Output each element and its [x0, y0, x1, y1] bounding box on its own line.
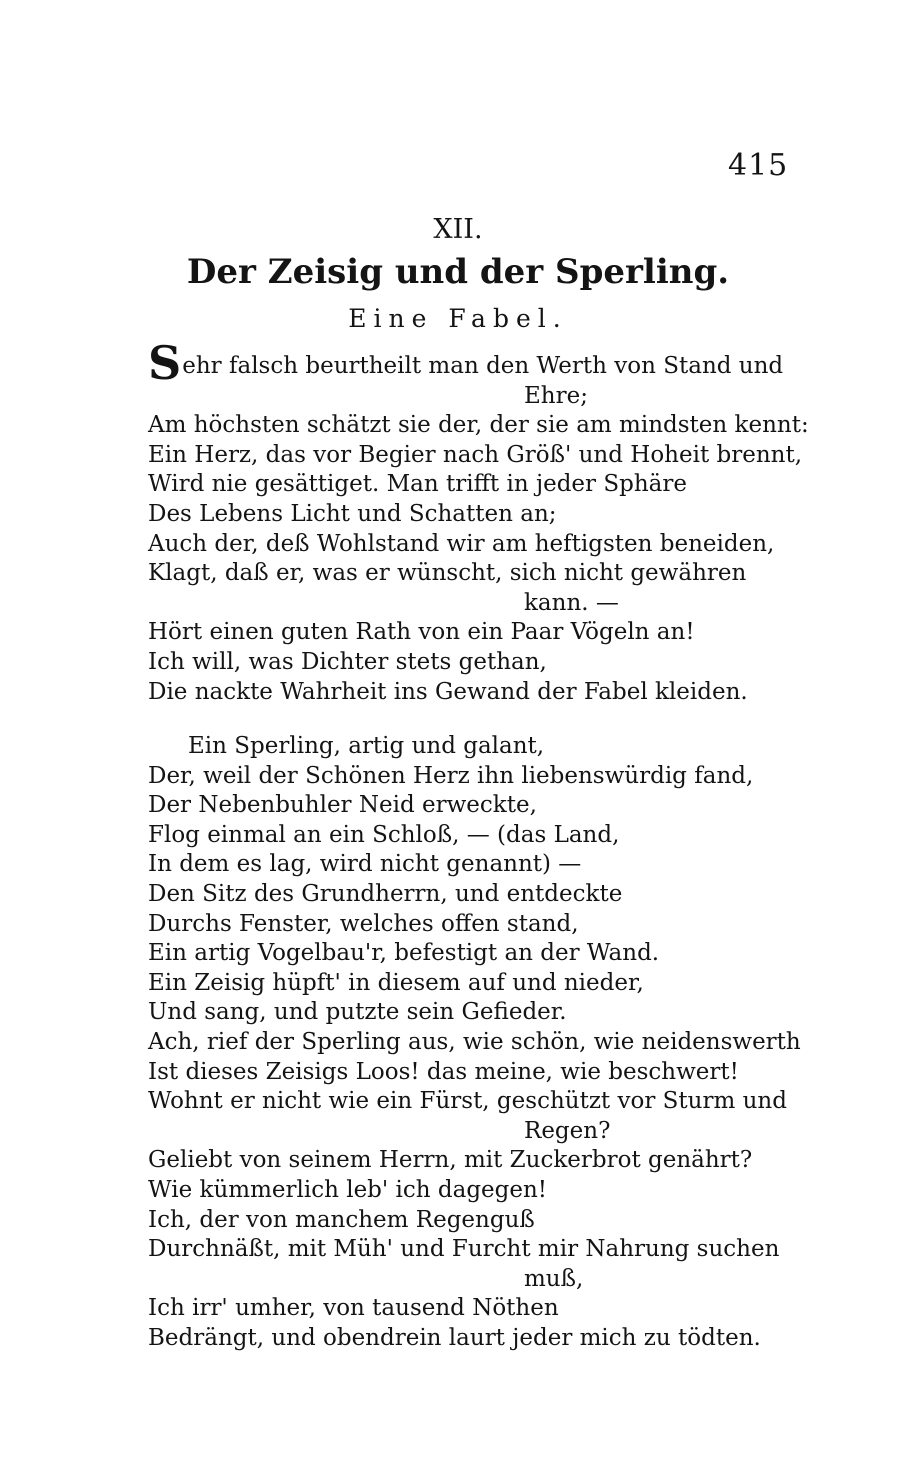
poem-line: Ist dieses Zeisigs Loos! das meine, wie beschwert!	[148, 1058, 739, 1085]
poem-line: Ein Zeisig hüpft' in diesem auf und nieder,	[148, 969, 644, 996]
poem-line: Ich will, was Dichter stets gethan,	[148, 648, 547, 675]
poem-line: Regen?	[524, 1117, 611, 1144]
poem-line: Wie kümmerlich leb' ich dagegen!	[148, 1176, 548, 1203]
poem-line: Durchs Fenster, welches offen stand,	[148, 910, 579, 937]
poem-line: kann. —	[524, 589, 619, 616]
poem-line: Den Sitz des Grundherrn, und entdeckte	[148, 880, 623, 907]
poem-line: Hört einen guten Rath von ein Paar Vögeln an!	[148, 619, 695, 646]
section-number: XII.	[433, 214, 483, 245]
poem-line: Die nackte Wahrheit ins Gewand der Fabel kleiden.	[148, 678, 748, 705]
poem-line: Ein Sperling, artig und galant,	[188, 733, 545, 759]
poem-line: Wohnt er nicht wie ein Fürst, geschützt vor Sturm und	[148, 1088, 787, 1115]
stanza-2	[148, 732, 801, 1353]
poem-line: Der, weil der Schönen Herz ihn liebenswürdig fand,	[148, 762, 754, 789]
poem-line: Klagt, daß er, was er wünscht, sich nicht gewähren	[148, 560, 747, 587]
poem-line: Sehr falsch beurtheilt man den Werth von Stand und	[148, 336, 784, 390]
poem-line: Ich, der von manchem Regenguß	[148, 1206, 535, 1233]
poem-line: Flog einmal an ein Schloß, — (das Land,	[148, 821, 620, 848]
stanza-1	[148, 336, 809, 707]
page-number: 415	[728, 148, 789, 183]
poem-line: muß,	[524, 1265, 584, 1292]
poem-line: Geliebt von seinem Herrn, mit Zuckerbrot genährt?	[148, 1147, 753, 1174]
poem-line: In dem es lag, wird nicht genannt) —	[148, 851, 582, 878]
poem-line: Der Nebenbuhler Neid erweckte,	[148, 792, 537, 819]
poem-line: Ich irr' umher, von tausend Nöthen	[148, 1295, 559, 1322]
poem-line: Ein Herz, das vor Begier nach Größ' und Hoheit brennt,	[148, 441, 803, 468]
drop-cap: S	[148, 336, 182, 390]
poem-subtitle: Eine Fabel.	[348, 304, 568, 333]
poem-line: Am höchsten schätzt sie der, der sie am mindsten kennt:	[148, 412, 809, 439]
poem-line: Auch der, deß Wohlstand wir am heftigsten beneiden,	[148, 530, 775, 557]
poem-line: Wird nie gesättiget. Man trifft in jeder Sphäre	[148, 471, 687, 498]
poem-line: Ein artig Vogelbau'r, befestigt an der Wand.	[148, 940, 660, 967]
poem-line: Bedrängt, und obendrein laurt jeder mich zu tödten.	[148, 1324, 761, 1351]
poem-line: Und sang, und putzte sein Gefieder.	[148, 999, 567, 1026]
poem-line: Des Lebens Licht und Schatten an;	[148, 500, 557, 527]
poem-line: Durchnäßt, mit Müh' und Furcht mir Nahrung suchen	[148, 1236, 780, 1263]
poem-line: Ach, rief der Sperling aus, wie schön, wie neidenswerth	[148, 1028, 801, 1055]
poem-line: Ehre;	[524, 382, 588, 409]
poem-title: Der Zeisig und der Sperling.	[186, 252, 730, 292]
